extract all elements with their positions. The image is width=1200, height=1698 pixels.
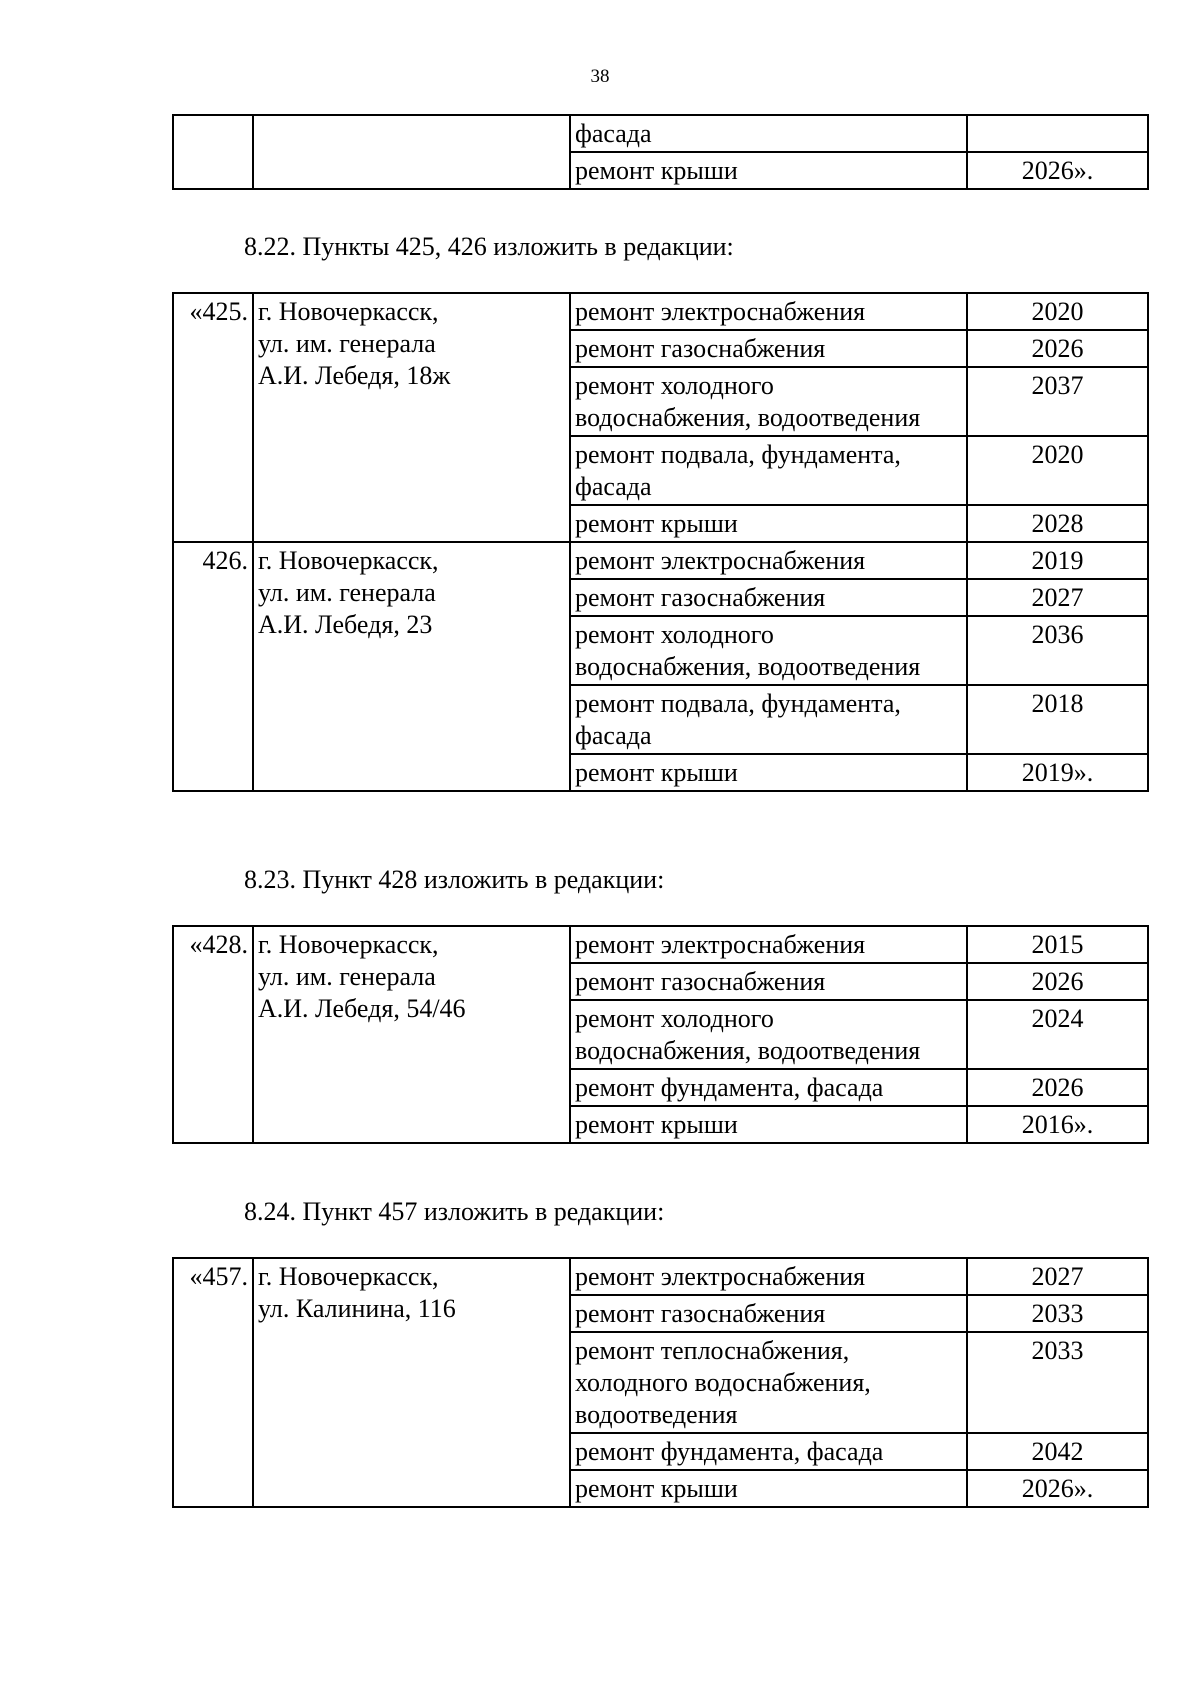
work-cell: ремонт холодного водоснабжения, водоотведения <box>570 367 967 436</box>
item-address: г. Новочеркасск, ул. им. генерала А.И. Лебедя, 54/46 <box>253 926 570 1143</box>
year-cell: 2018 <box>967 685 1148 754</box>
year-cell: 2015 <box>967 926 1148 963</box>
table-row <box>173 293 1148 330</box>
section-heading: 8.24. Пункт 457 изложить в редакции: <box>244 1197 665 1226</box>
work-cell: ремонт электроснабжения <box>570 542 967 579</box>
work-cell: ремонт электроснабжения <box>570 1258 967 1295</box>
work-cell: ремонт фундамента, фасада <box>570 1069 967 1106</box>
year-cell: 2016». <box>967 1106 1148 1143</box>
item-number: «425. <box>173 293 253 542</box>
section-heading: 8.23. Пункт 428 изложить в редакции: <box>244 865 665 894</box>
year-cell: 2019». <box>967 754 1148 791</box>
table-row <box>173 115 1148 152</box>
item-number: «428. <box>173 926 253 1143</box>
work-cell: ремонт электроснабжения <box>570 293 967 330</box>
year-cell: 2042 <box>967 1433 1148 1470</box>
year-cell: 2037 <box>967 367 1148 436</box>
work-cell: ремонт холодного водоснабжения, водоотведения <box>570 616 967 685</box>
work-cell: ремонт электроснабжения <box>570 926 967 963</box>
work-cell: ремонт теплоснабжения, холодного водоснабжения, водоотведения <box>570 1332 967 1433</box>
work-cell: ремонт фундамента, фасада <box>570 1433 967 1470</box>
table-row <box>173 926 1148 963</box>
year-cell: 2033 <box>967 1332 1148 1433</box>
work-cell: ремонт газоснабжения <box>570 579 967 616</box>
year-cell: 2020 <box>967 436 1148 505</box>
work-cell: ремонт газоснабжения <box>570 963 967 1000</box>
table-row <box>173 1258 1148 1295</box>
year-cell <box>967 115 1148 152</box>
work-cell: ремонт крыши <box>570 754 967 791</box>
work-cell: ремонт крыши <box>570 152 967 189</box>
page-number: 38 <box>590 66 610 87</box>
work-cell: ремонт подвала, фундамента, фасада <box>570 436 967 505</box>
work-cell: ремонт газоснабжения <box>570 1295 967 1332</box>
address-cell <box>253 115 570 189</box>
table-row <box>173 542 1148 579</box>
work-cell: ремонт холодного водоснабжения, водоотведения <box>570 1000 967 1069</box>
year-cell: 2027 <box>967 1258 1148 1295</box>
year-cell: 2026». <box>967 1470 1148 1507</box>
year-cell: 2028 <box>967 505 1148 542</box>
item-address: г. Новочеркасск, ул. им. генерала А.И. Лебедя, 18ж <box>253 293 570 542</box>
work-cell: ремонт газоснабжения <box>570 330 967 367</box>
item-address: г. Новочеркасск, ул. Калинина, 116 <box>253 1258 570 1507</box>
year-cell: 2033 <box>967 1295 1148 1332</box>
section-table <box>172 925 1149 1144</box>
year-cell: 2026 <box>967 330 1148 367</box>
item-number: «457. <box>173 1258 253 1507</box>
work-cell: фасада <box>570 115 967 152</box>
item-number: 426. <box>173 542 253 791</box>
work-cell: ремонт подвала, фундамента, фасада <box>570 685 967 754</box>
section-heading: 8.22. Пункты 425, 426 изложить в редакции: <box>244 232 734 261</box>
year-cell: 2026». <box>967 152 1148 189</box>
item-address: г. Новочеркасск, ул. им. генерала А.И. Лебедя, 23 <box>253 542 570 791</box>
work-cell: ремонт крыши <box>570 1470 967 1507</box>
year-cell: 2020 <box>967 293 1148 330</box>
work-cell: ремонт крыши <box>570 1106 967 1143</box>
section-table <box>172 1257 1149 1508</box>
year-cell: 2026 <box>967 963 1148 1000</box>
work-cell: ремонт крыши <box>570 505 967 542</box>
continuation-table <box>172 114 1149 190</box>
number-cell <box>173 115 253 189</box>
section-table <box>172 292 1149 792</box>
year-cell: 2027 <box>967 579 1148 616</box>
year-cell: 2019 <box>967 542 1148 579</box>
year-cell: 2024 <box>967 1000 1148 1069</box>
year-cell: 2036 <box>967 616 1148 685</box>
year-cell: 2026 <box>967 1069 1148 1106</box>
